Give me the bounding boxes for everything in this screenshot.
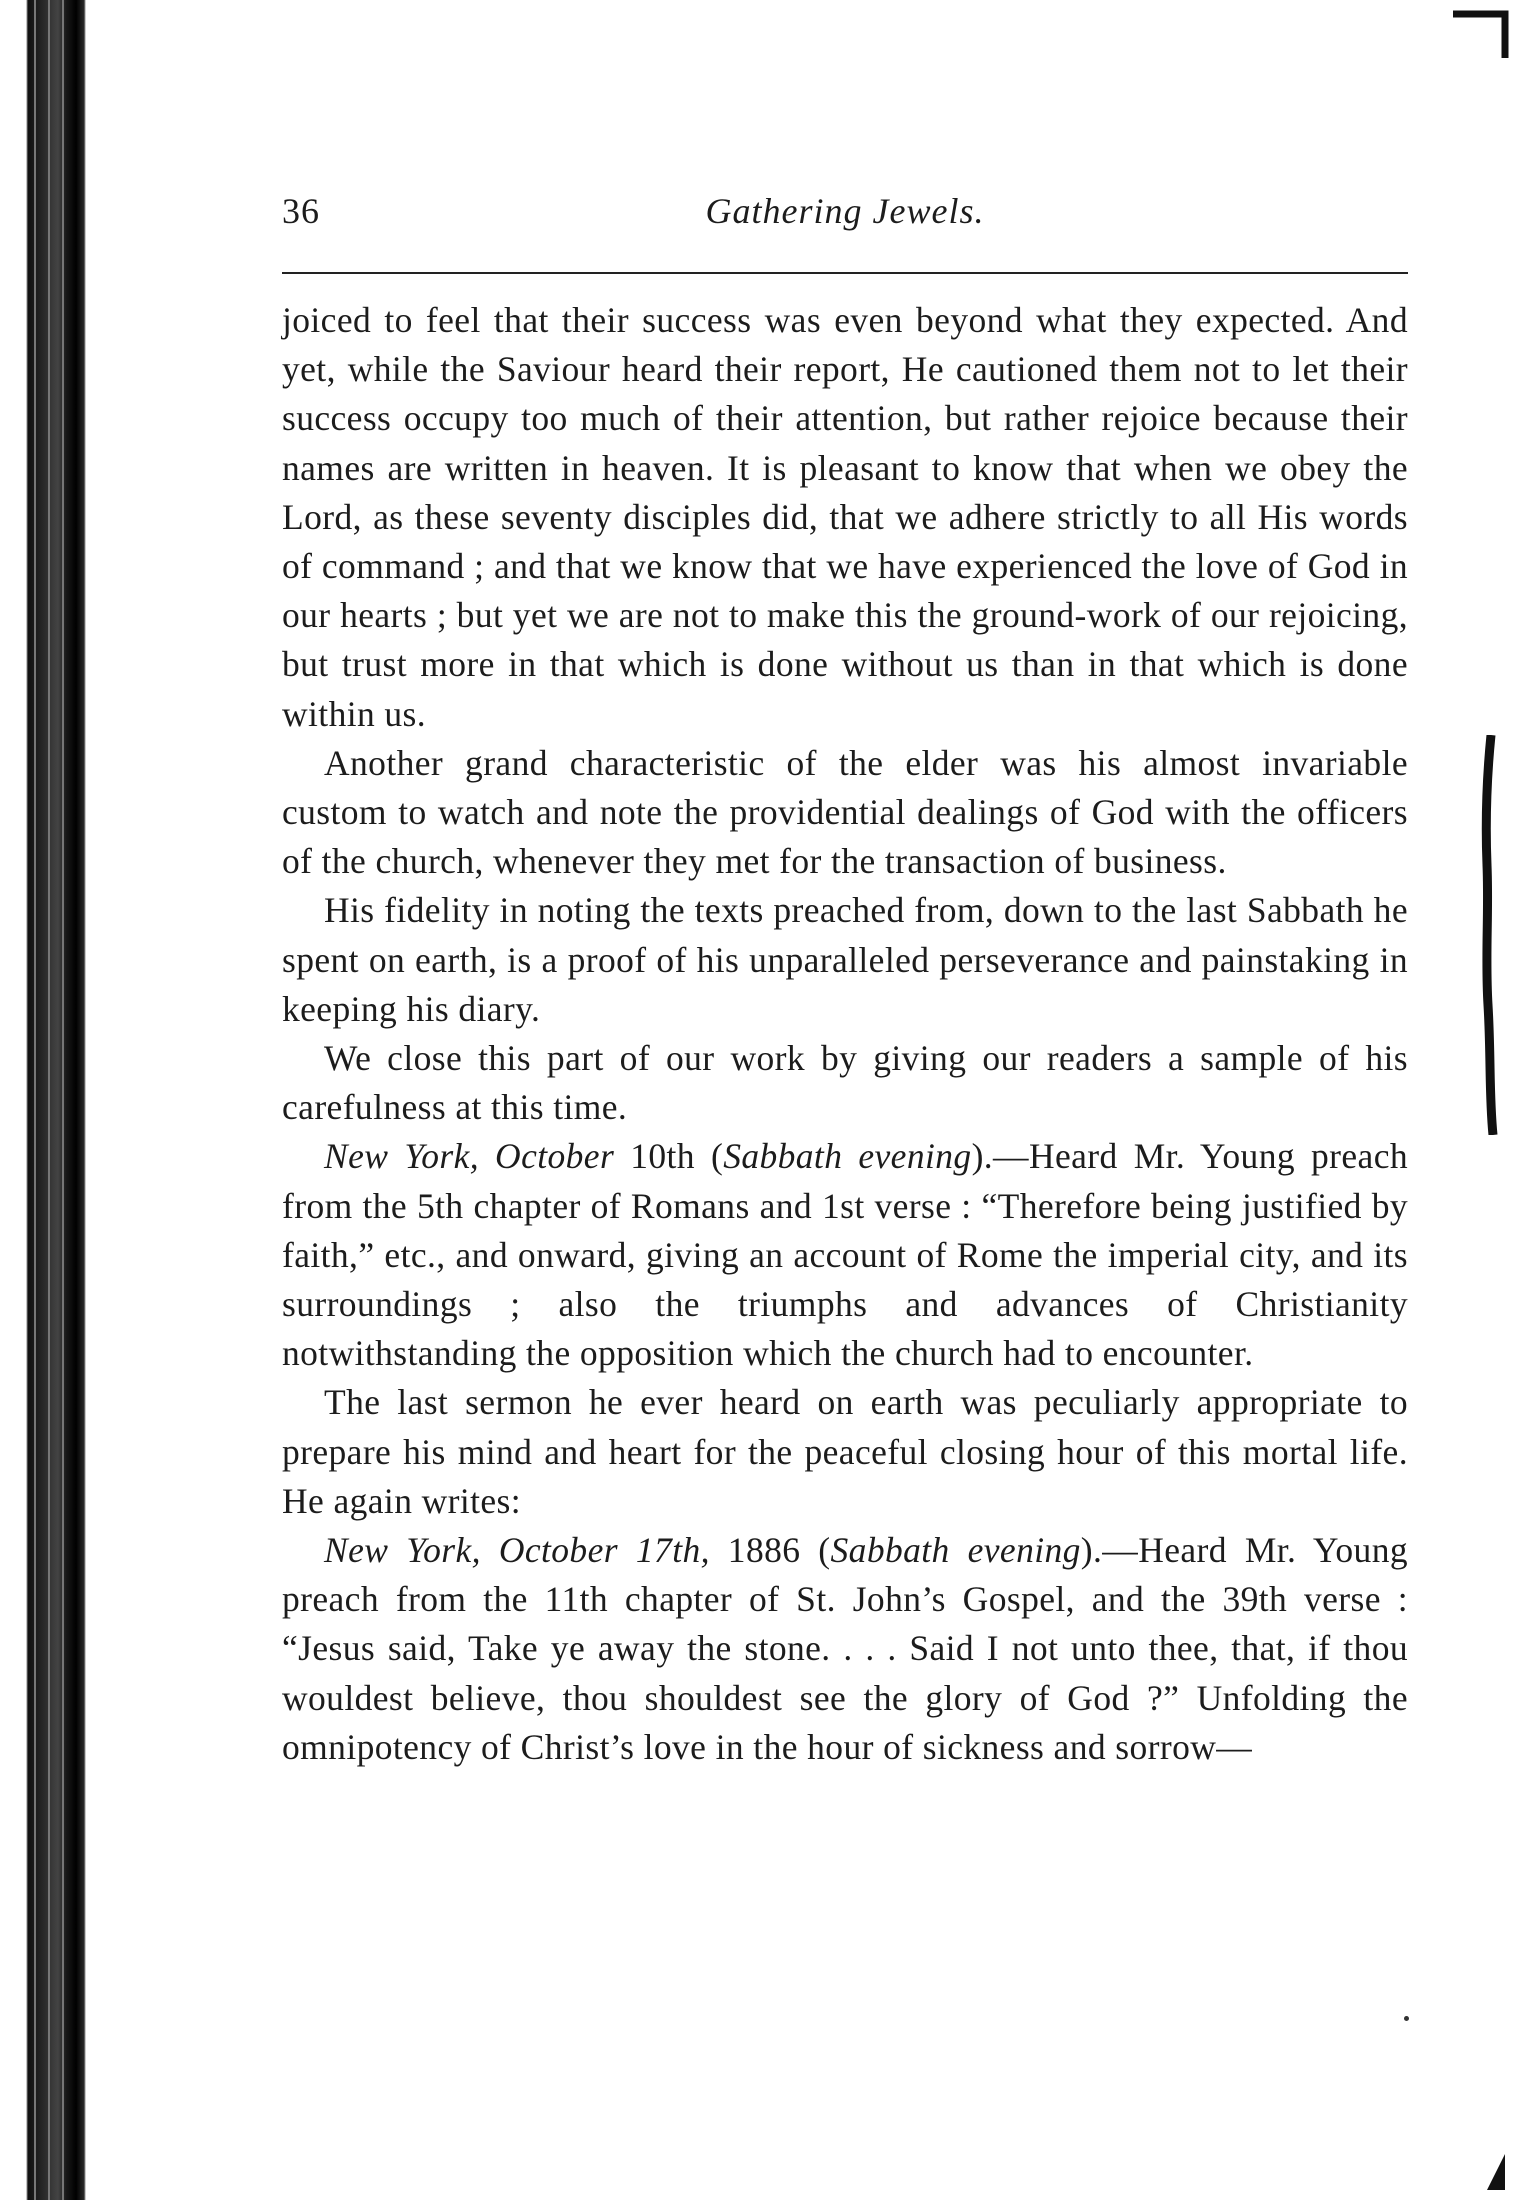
body-text [282,296,1408,1772]
paragraph-continued: joiced to feel that their success was even beyond what they expected. And yet, while the Saviour heard their report, He cautioned them not to let their success occupy too much of their attention, but rather rejoice because their names are written in heaven. It is pleasant to know that when we obey the Lord, as these seventy disciples did, that we adhere strictly to all His words of command ; and that we know that we have experienced the love of God in our hearts ; but yet we are not to make this the ground-work of our rejoicing, but trust more in that which is done without us than in that which is done within us. [282,300,1408,734]
entry-text: ).—Heard Mr. Young preach from the 5th chapter of Romans and 1st verse : “Therefore being justified by faith,” etc., and onward, giving an account of Rome the imperial city, and its surroundings ; also the triumphs and advances of Christianity notwithstanding the opposition which the church had to encounter. [282,1136,1408,1374]
paragraph: We close this part of our work by giving our readers a sample of his carefulness at this time. [282,1038,1408,1128]
entry-year: 1886 ( [709,1530,831,1571]
entry-date-day: 10th [630,1136,695,1177]
entry-date-month: October [498,1530,618,1571]
entry-time: Sabbath evening [723,1136,972,1177]
entry-place: New York, [324,1136,480,1177]
entry-text: ).—Heard Mr. Young preach from the 11th chapter of St. John’s Gospel, and the 39th verse : “Jesus said, Take ye away the stone. . . . Said I not unto thee, that, if thou wouldest believe, thou shouldest see the glory of God ?” Unfolding the omnipotency of Christ’s love in the hour of sickness and sorrow— [282,1530,1409,1767]
binding-stripe [34,0,36,2200]
diary-entry [282,1526,1408,1772]
diary-entry [282,1132,1408,1378]
margin-smudge-mark [1479,735,1501,1135]
entry-date-day: 17th, [635,1530,710,1571]
entry-place: New York, [324,1530,481,1571]
entry-paren: ( [694,1136,724,1177]
page-number: 36 [282,191,320,231]
binding-stripe [48,0,50,2200]
stray-dot-mark [1404,2016,1409,2021]
corner-ink-mark [1485,2152,1507,2192]
paragraph: The last sermon he ever heard on earth was peculiarly appropriate to prepare his mind and heart for the peaceful closing hour of this mortal life. He again writes: [282,1382,1408,1521]
page-header [282,190,1408,240]
entry-time: Sabbath evening [830,1530,1081,1571]
running-title: Gathering Jewels. [705,191,985,231]
paragraph: His fidelity in noting the texts preached from, down to the last Sabbath he spent on earth, is a proof of his unparalleled perseverance and painstaking in keeping his diary. [282,890,1408,1029]
scan-binding-edge [0,0,86,2200]
header-rule [282,272,1408,274]
entry-date-month: October [495,1136,615,1177]
binding-stripe [62,0,64,2200]
paragraph: Another grand characteristic of the elder was his almost invariable custom to watch and note the providential dealings of God with the officers of the church, whenever they met for the transaction of business. [282,742,1408,882]
corner-bracket-mark [1449,6,1509,62]
